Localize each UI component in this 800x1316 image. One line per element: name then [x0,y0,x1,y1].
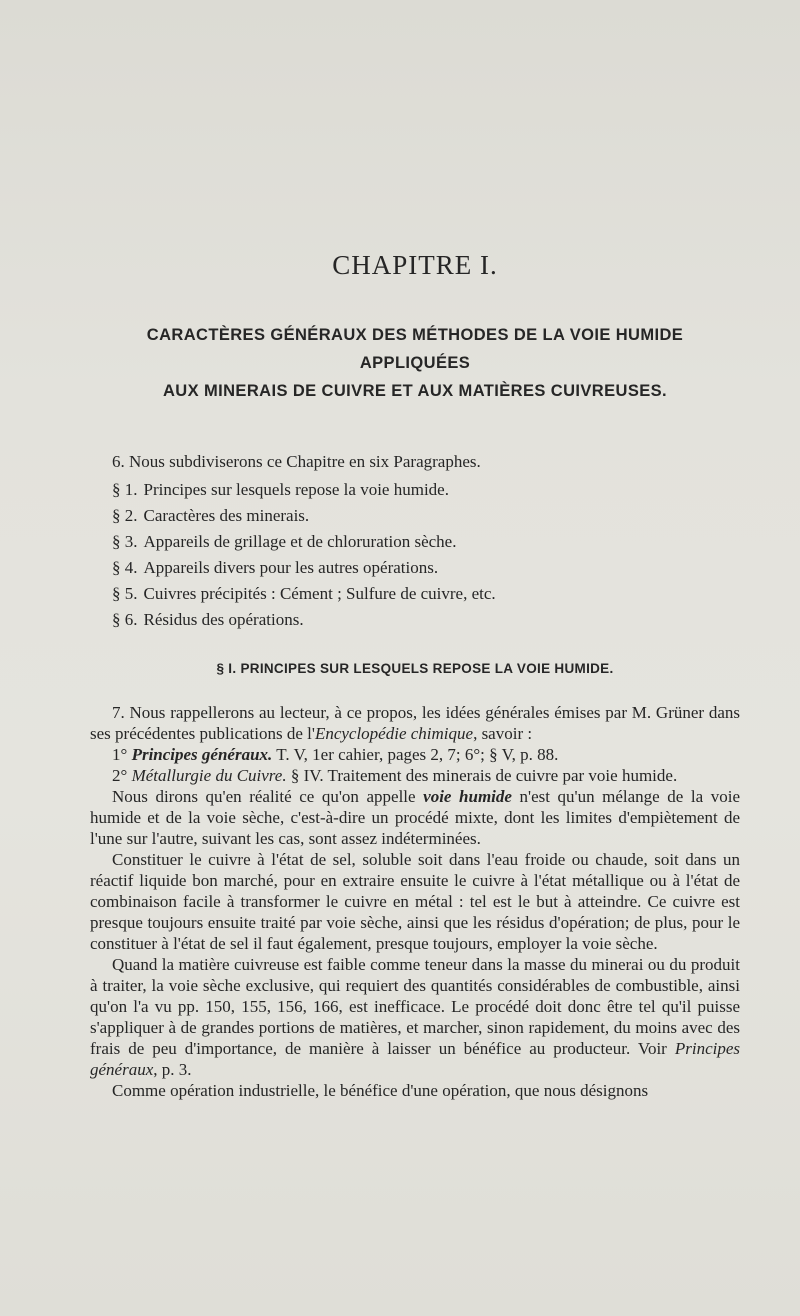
paragraph-text: Nous dirons qu'en réalité ce qu'on appelle [112,787,424,806]
paragraph-emphasis: voie humide [423,787,512,806]
paragraph-text: Quand la matière cuivreuse est faible comme teneur dans la masse du minerai ou du produit à traiter, la voie sèche exclusive, qui requiert des quantités considérables de combustible, ainsi qu'on l'a vu pp. 150, 155, 156, 166, est inefficace. Le procédé doit donc être tel qu'il puisse s'appliquer à de grandes portions de matières, et marcher, sinon rapidement, du moins avec des frais de peu d'importance, de manière à laisser un bénéfice au producteur. Voir [90,955,740,1058]
section-mark: § 3. [112,532,138,551]
toc-item [112,529,740,555]
paragraph-quand [90,954,740,1080]
toc-item-text: Caractères des minerais. [143,506,310,525]
section-mark: § 4. [112,558,138,577]
section-mark: § 6. [112,610,138,629]
chapter-heading [90,321,740,405]
paragraph-7-text-a: 7. Nous rappellerons au lecteur, à ce propos, les idées générales émises par M. Grüner dans ses précédentes publications de l' [90,703,740,743]
toc-item-text: Cuivres précipités : Cément ; Sulfure de cuivre, etc. [143,584,496,603]
section-mark: § 5. [112,584,138,603]
reference-detail: T. V, 1er cahier, pages 2, 7; 6°; § V, p. 88. [276,745,559,764]
toc-item [112,503,740,529]
paragraph-7-text-c: , savoir : [473,724,533,743]
toc-list [90,477,740,633]
reference-item-1 [90,744,740,765]
toc-item-text: Résidus des opérations. [143,610,304,629]
paragraph-7-title: Encyclopédie chimique [314,724,474,743]
reference-title: Métallurgie du Cuivre. [131,766,287,785]
reference-number: 2° [112,766,128,785]
toc-intro: 6. Nous subdiviserons ce Chapitre en six Paragraphes. [112,452,481,471]
paragraph-emphasis: Principes généraux [90,1039,740,1079]
reference-item-2 [90,765,740,786]
chapter-title: CHAPITRE I. [332,250,498,280]
paragraph-text: n'est qu'un mélange de la voie humide et de la voie sèche, c'est-à-dire un procédé mixte, dont les limites d'empiètement de l'une sur l'autre, suivant les cas, sont assez indéterminées. [90,787,740,848]
toc-item-text: Principes sur lesquels repose la voie humide. [143,480,449,499]
reference-detail: § IV. Traitement des minerais de cuivre par voie humide. [290,766,678,785]
reference-title: Principes généraux. [131,745,273,764]
section-mark: § 2. [112,506,138,525]
toc-item-text: Appareils divers pour les autres opérations. [143,558,439,577]
paragraph-7 [90,702,740,744]
paragraph-comme: Comme opération industrielle, le bénéfice d'une opération, que nous désignons [112,1081,649,1100]
paragraph-constituer: Constituer le cuivre à l'état de sel, soluble soit dans l'eau froide ou chaude, soit dans un réactif liquide bon marché, pour en extraire ensuite le cuivre à l'état métallique ou à l'état de combinaison facile à transformer le cuivre en métal : tel est le but à atteindre. Ce cuivre est presque toujours ensuite traité par voie sèche, ainsi que les résidus d'opération; de plus, pour le constituer à l'état de sel il faut également, presque toujours, employer la voie sèche. [90,850,740,953]
paragraph-text: , p. 3. [153,1060,192,1079]
section-mark: § 1. [112,480,138,499]
paragraph-dirons [90,786,740,849]
toc-item-text: Appareils de grillage et de chloruration sèche. [143,532,457,551]
chapter-heading-line-2: AUX MINERAIS DE CUIVRE ET AUX MATIÈRES CUIVREUSES. [162,382,668,400]
toc-item [112,477,740,503]
toc-item [112,581,740,607]
section-heading: § I. PRINCIPES SUR LESQUELS REPOSE LA VOIE HUMIDE. [216,661,614,676]
toc-item [112,555,740,581]
chapter-heading-line-1: CARACTÈRES GÉNÉRAUX DES MÉTHODES DE LA VOIE HUMIDE APPLIQUÉES [146,326,684,372]
page-content [90,250,740,1101]
reference-number: 1° [112,745,128,764]
toc-item [112,607,740,633]
